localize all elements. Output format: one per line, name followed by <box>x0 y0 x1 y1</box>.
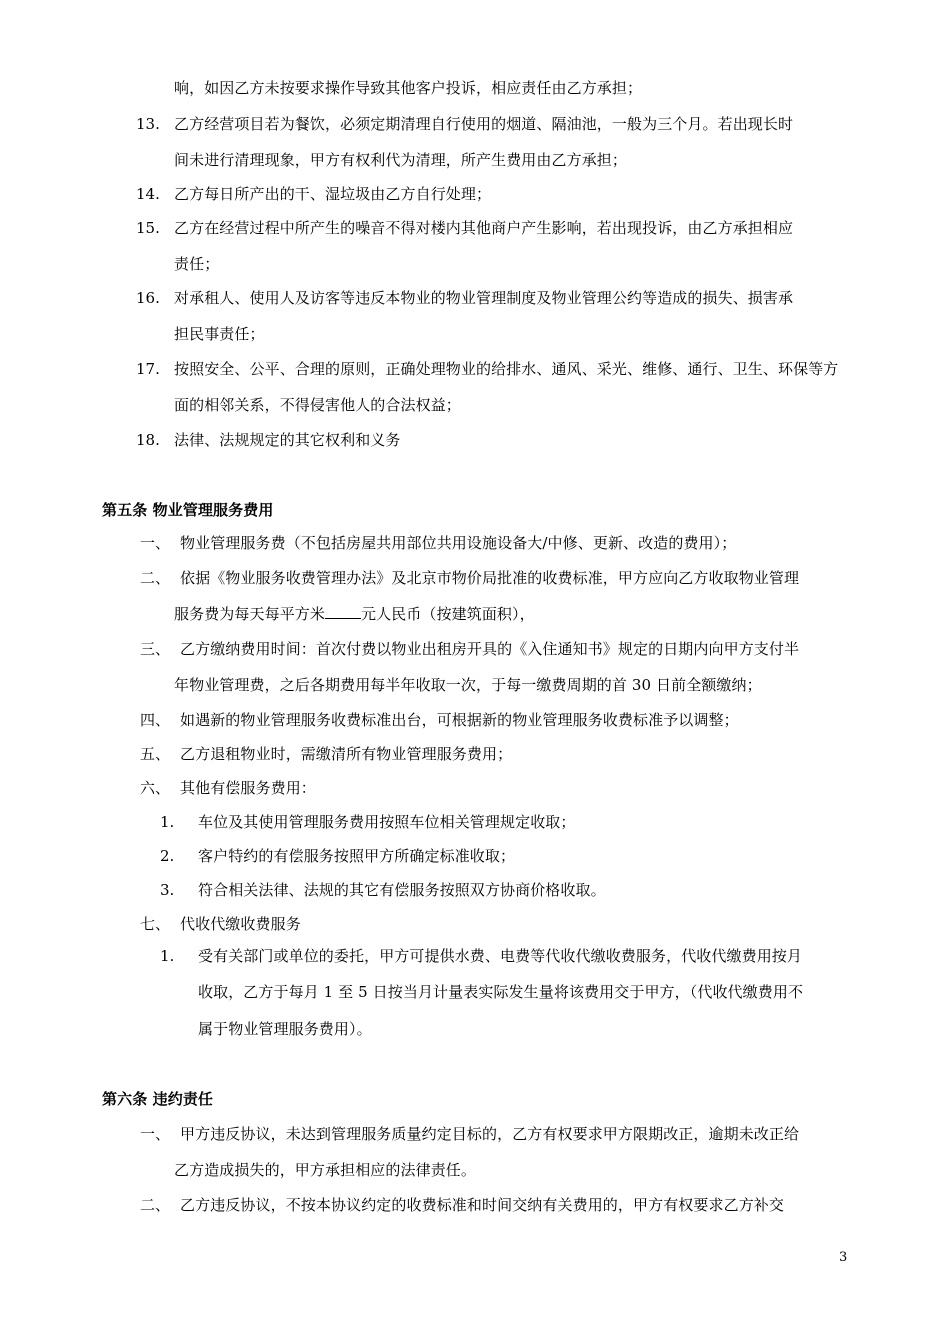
fee-amount-blank <box>325 604 361 619</box>
sub-list-item-text: 属于物业管理服务费用）。 <box>198 1020 372 1038</box>
list-item-text: 乙方经营项目若为餐饮，必须定期清理自行使用的烟道、隔油池，一般为三个月。若出现长时 <box>174 115 794 133</box>
list-item-text: 年物业管理费，之后各期费用每半年收取一次，于每一缴费周期的首 30 日前全额缴纳； <box>174 676 762 694</box>
list-number: 六、 <box>140 779 171 797</box>
list-item-text: 乙方违反协议，不按本协议约定的收费标准和时间交纳有关费用的，甲方有权要求乙方补交 <box>180 1196 785 1214</box>
sub-list-item-text: 收取，乙方于每月 1 至 5 日按当月计量表实际发生量将该费用交于甲方，（代收代缴费用不 <box>198 983 804 1001</box>
list-number: 二、 <box>140 1196 171 1214</box>
fee-text-prefix: 服务费为每天每平方米 <box>174 605 326 623</box>
list-item-text: 乙方退租物业时，需缴清所有物业管理服务费用； <box>180 745 513 763</box>
fee-text-suffix: 元人民币（按建筑面积）， <box>361 605 535 623</box>
list-item-text: 担民事责任； <box>174 325 265 343</box>
section-heading: 第五条 物业管理服务费用 <box>102 501 274 519</box>
list-number: 13. <box>136 115 160 133</box>
list-number: 16. <box>136 289 160 307</box>
sub-list-number: 1. <box>160 947 175 965</box>
list-item-text: 间未进行清理现象，甲方有权利代为清理，所产生费用由乙方承担； <box>174 151 628 169</box>
list-item-text: 代收代缴收费服务 <box>180 915 301 933</box>
list-number: 一、 <box>140 1125 171 1143</box>
list-item-text <box>174 604 535 624</box>
list-item-text: 依据《物业服务收费管理办法》及北京市物价局批准的收费标准，甲方应向乙方收取物业管理 <box>180 569 800 587</box>
list-number: 二、 <box>140 569 171 587</box>
list-number: 七、 <box>140 915 171 933</box>
list-item-text: 乙方在经营过程中所产生的噪音不得对楼内其他商户产生影响，若出现投诉，由乙方承担相应 <box>174 219 794 237</box>
list-item-text: 乙方缴纳费用时间：首次付费以物业出租房开具的《入住通知书》规定的日期内向甲方支付半 <box>180 640 800 658</box>
list-item-text: 甲方违反协议，未达到管理服务质量约定目标的，乙方有权要求甲方限期改正，逾期未改正给 <box>180 1125 800 1143</box>
list-number: 14. <box>136 185 160 203</box>
list-number: 三、 <box>140 640 171 658</box>
sub-list-item-text: 受有关部门或单位的委托，甲方可提供水费、电费等代收代缴收费服务，代收代缴费用按月 <box>198 947 803 965</box>
list-item-text: 责任； <box>174 255 220 273</box>
list-item-text: 其他有偿服务费用： <box>180 779 316 797</box>
list-item-text: 物业管理服务费（不包括房屋共用部位共用设施设备大/中修、更新、改造的费用）； <box>180 534 737 552</box>
list-item-text: 乙方造成损失的，甲方承担相应的法律责任。 <box>174 1161 477 1179</box>
paragraph-line: 响，如因乙方未按要求操作导致其他客户投诉，相应责任由乙方承担； <box>174 79 643 97</box>
list-item-text: 法律、法规规定的其它权利和义务 <box>174 431 401 449</box>
section-heading: 第六条 违约责任 <box>102 1090 214 1108</box>
sub-list-number: 1. <box>160 813 175 831</box>
page-number: 3 <box>839 1250 848 1265</box>
list-item-text: 乙方每日所产出的干、湿垃圾由乙方自行处理； <box>174 185 492 203</box>
sub-list-number: 2. <box>160 847 175 865</box>
list-item-text: 按照安全、公平、合理的原则，正确处理物业的给排水、通风、采光、维修、通行、卫生、环保等方 <box>174 360 839 378</box>
sub-list-item-text: 客户特约的有偿服务按照甲方所确定标准收取； <box>198 847 516 865</box>
list-item-text: 对承租人、使用人及访客等违反本物业的物业管理制度及物业管理公约等造成的损失、损害承 <box>174 289 794 307</box>
list-number: 17. <box>136 360 160 378</box>
list-number: 五、 <box>140 745 171 763</box>
sub-list-number: 3. <box>160 881 175 899</box>
sub-list-item-text: 车位及其使用管理服务费用按照车位相关管理规定收取； <box>198 813 576 831</box>
list-number: 四、 <box>140 711 171 729</box>
list-number: 15. <box>136 219 160 237</box>
list-number: 18. <box>136 431 160 449</box>
sub-list-item-text: 符合相关法律、法规的其它有偿服务按照双方协商价格收取。 <box>198 881 606 899</box>
list-item-text: 如遇新的物业管理服务收费标准出台，可根据新的物业管理服务收费标准予以调整； <box>180 711 739 729</box>
list-number: 一、 <box>140 534 171 552</box>
list-item-text: 面的相邻关系，不得侵害他人的合法权益； <box>174 396 461 414</box>
